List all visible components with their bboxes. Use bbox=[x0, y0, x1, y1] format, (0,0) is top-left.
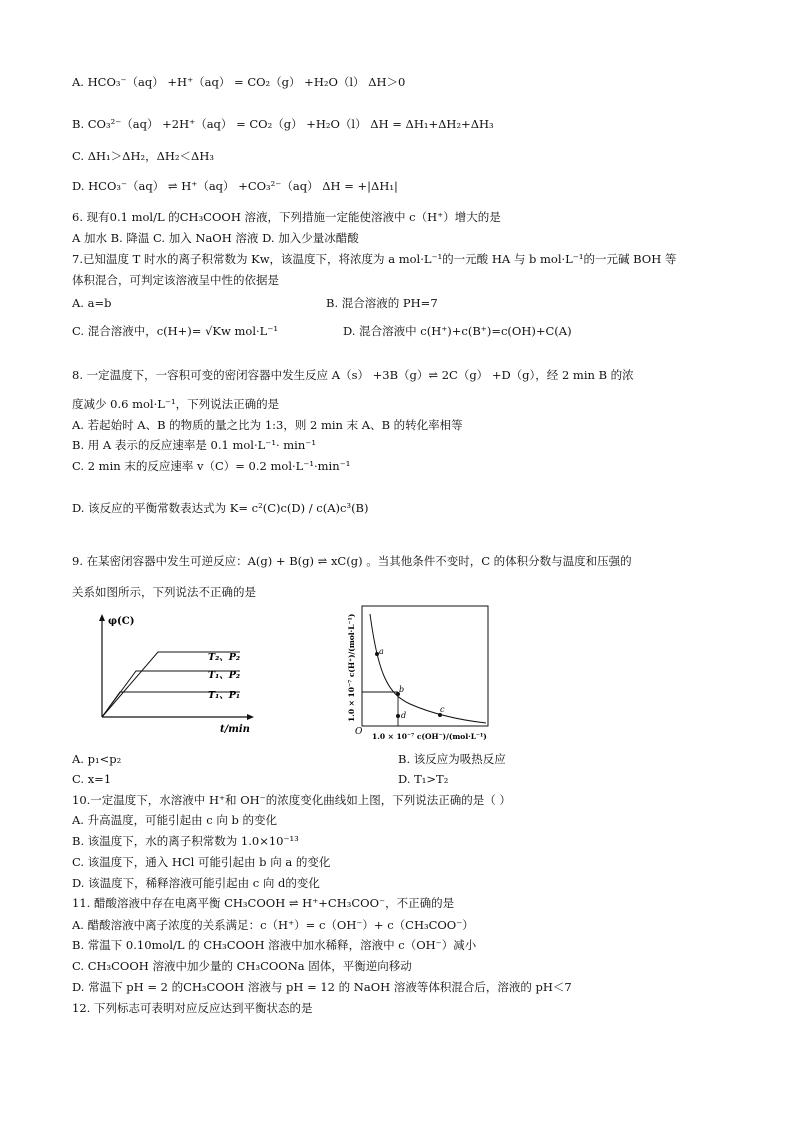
plot-frame bbox=[362, 606, 488, 726]
point-d-label: d bbox=[401, 711, 407, 720]
q5-option-b: B. CO₃²⁻（aq） +2H⁺（aq） = CO₂（g） +H₂O（l） ΔH = ΔH₁+ΔH₂+ΔH₃ bbox=[72, 117, 494, 131]
ion-product-graph bbox=[340, 604, 500, 746]
q8-stem-cont: 度减少 0.6 mol·L⁻¹，下列说法正确的是 bbox=[72, 397, 280, 411]
q9-option-b: B. 该反应为吸热反应 bbox=[398, 752, 506, 766]
point-b-label: b bbox=[399, 685, 405, 694]
x-axis-arrow bbox=[247, 714, 254, 720]
point-c-label: c bbox=[440, 705, 445, 714]
q11-option-d: D. 常温下 pH = 2 的CH₃COOH 溶液与 pH = 12 的 NaOH 溶液等体积混合后，溶液的 pH＜7 bbox=[72, 980, 572, 994]
q9-option-d: D. T₁>T₂ bbox=[398, 772, 449, 786]
q8-stem: 8. 一定温度下，一容积可变的密闭容器中发生反应 A（s） +3B（g）⇌ 2C（g） +D（g），经 2 min B 的浓 bbox=[72, 368, 634, 382]
q9-stem-cont: 关系如图所示，下列说法不正确的是 bbox=[72, 585, 256, 599]
q10-option-d: D. 该温度下，稀释溶液可能引起由 c 向 d的变化 bbox=[72, 876, 320, 890]
ion-product-curve bbox=[370, 614, 486, 723]
legend-t1-p2: T₁、P₂ bbox=[208, 670, 241, 681]
q7-option-d: D. 混合溶液中 c(H⁺)+c(B⁺)=c(OH)+C(A) bbox=[343, 324, 572, 338]
q7-stem-cont: 体积混合，可判定该溶液呈中性的依据是 bbox=[72, 273, 279, 287]
q5-option-a: A. HCO₃⁻（aq） +H⁺（aq） = CO₂（g） +H₂O（l） ΔH＞0 bbox=[72, 75, 406, 89]
q5-option-d: D. HCO₃⁻（aq） ⇌ H⁺（aq） +CO₃²⁻（aq） ΔH = +|ΔH₁| bbox=[72, 179, 398, 193]
q8-option-a: A. 若起始时 A、B 的物质的量之比为 1:3，则 2 min 末 A、B 的转化率相等 bbox=[72, 418, 463, 432]
legend-t2-p2: T₂、P₂ bbox=[208, 652, 241, 663]
q11-option-c: C. CH₃COOH 溶液中加少量的 CH₃COONa 固体，平衡逆向移动 bbox=[72, 959, 412, 973]
x-axis-label: t/min bbox=[220, 724, 250, 735]
q8-option-c: C. 2 min 末的反应速率 v（C）= 0.2 mol·L⁻¹·min⁻¹ bbox=[72, 459, 351, 473]
q7-option-c: C. 混合溶液中，c(H+)= √Kw mol·L⁻¹ bbox=[72, 324, 278, 338]
q9-option-c: C. x=1 bbox=[72, 772, 112, 786]
y-axis-label: 1.0 × 10⁻⁷ c(H⁺)/(mol·L⁻¹) bbox=[347, 613, 356, 722]
phi-c-time-graph bbox=[90, 612, 270, 742]
legend-t1-p1: T₁、P₁ bbox=[208, 690, 241, 701]
q11-stem: 11. 醋酸溶液中存在电离平衡 CH₃COOH ⇌ H⁺+CH₃COO⁻，不正确的是 bbox=[72, 896, 455, 910]
point-a-label: a bbox=[379, 647, 384, 656]
q8-option-d: D. 该反应的平衡常数表达式为 K= c²(C)c(D) / c(A)c³(B) bbox=[72, 501, 369, 515]
q6-stem: 6. 现有0.1 mol/L 的CH₃COOH 溶液，下列措施一定能使溶液中 c（H⁺）增大的是 bbox=[72, 210, 501, 224]
q7-option-a: A. a=b bbox=[72, 296, 112, 310]
q12-stem: 12. 下列标志可表明对应反应达到平衡状态的是 bbox=[72, 1001, 313, 1015]
y-axis-label: φ(C) bbox=[108, 616, 135, 627]
q10-stem: 10.一定温度下，水溶液中 H⁺和 OH⁻的浓度变化曲线如上图，下列说法正确的是（ ） bbox=[72, 793, 511, 807]
point-d bbox=[396, 714, 400, 718]
q10-option-a: A. 升高温度，可能引起由 c 向 b 的变化 bbox=[72, 813, 278, 827]
q5-option-c: C. ΔH₁＞ΔH₂，ΔH₂＜ΔH₃ bbox=[72, 149, 214, 163]
q7-option-b: B. 混合溶液的 PH=7 bbox=[326, 296, 438, 310]
origin-label: O bbox=[355, 727, 363, 737]
x-axis-label: 1.0 × 10⁻⁷ c(OH⁻)/(mol·L⁻¹) bbox=[372, 732, 487, 741]
q10-option-c: C. 该温度下，通入 HCl 可能引起由 b 向 a 的变化 bbox=[72, 855, 331, 869]
y-axis-arrow bbox=[99, 614, 105, 621]
q9-stem: 9. 在某密闭容器中发生可逆反应：A(g) + B(g) ⇌ xC(g) 。当其他条件不变时，C 的体积分数与温度和压强的 bbox=[72, 554, 632, 568]
q11-option-b: B. 常温下 0.10mol/L 的 CH₃COOH 溶液中加水稀释，溶液中 c（OH⁻）减小 bbox=[72, 938, 477, 952]
q10-option-b: B. 该温度下，水的离子积常数为 1.0×10⁻¹³ bbox=[72, 834, 299, 848]
q8-option-b: B. 用 A 表示的反应速率是 0.1 mol·L⁻¹· min⁻¹ bbox=[72, 438, 316, 452]
q6-options: A 加水 B. 降温 C. 加入 NaOH 溶液 D. 加入少量冰醋酸 bbox=[72, 231, 359, 245]
q11-option-a: A. 醋酸溶液中离子浓度的关系满足：c（H⁺）= c（OH⁻）+ c（CH₃COO⁻） bbox=[72, 918, 474, 932]
q7-stem: 7.已知温度 T 时水的离子积常数为 Kw，该温度下，将浓度为 a mol·L⁻¹的一元酸 HA 与 b mol·L⁻¹的一元碱 BOH 等 bbox=[72, 252, 677, 266]
q9-option-a: A. p₁<p₂ bbox=[72, 752, 122, 766]
